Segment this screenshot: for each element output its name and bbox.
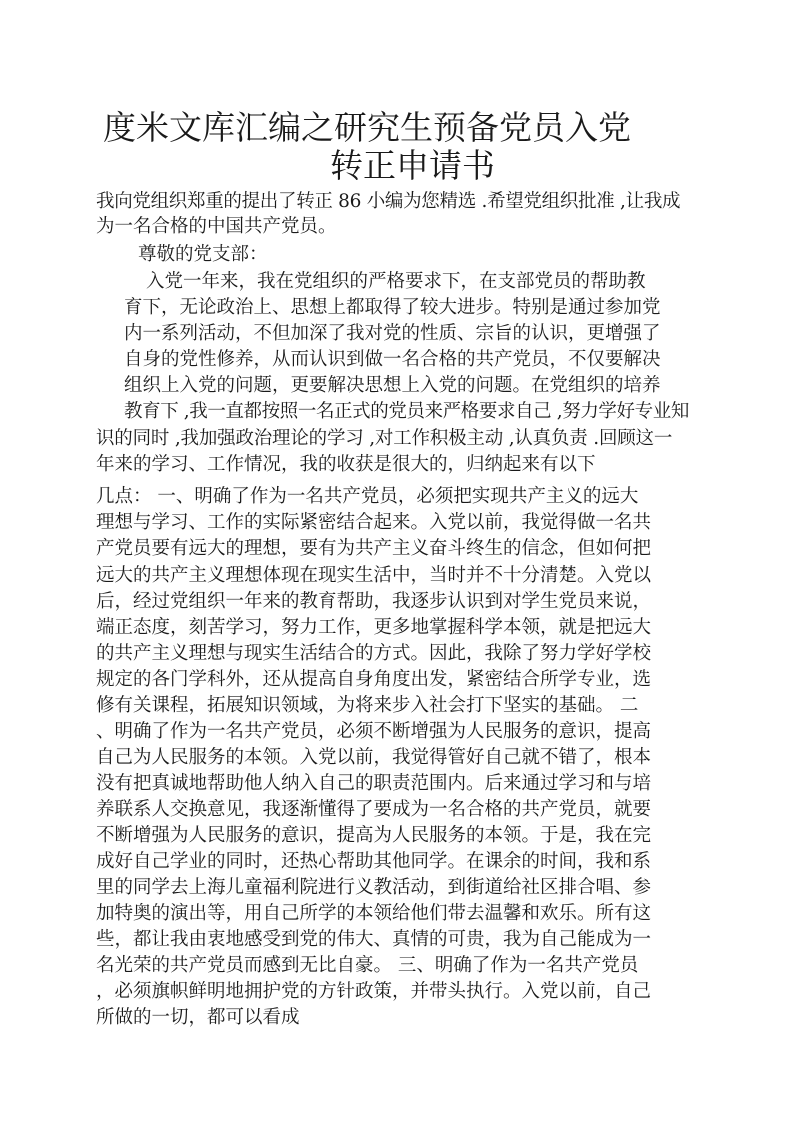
body-line: 名光荣的共产党员而感到无比自豪。 三、明确了作为一名共产党员 — [96, 955, 639, 976]
body-line: 后，经过党组织一年来的教育帮助，我逐步认识到对学生党员来说， — [96, 591, 652, 612]
body-line: 里的同学去上海儿童福利院进行义教活动，到街道给社区排合唱、参 — [96, 877, 652, 898]
body-line: 、明确了作为一名共产党员，必须不断增强为人民服务的意识，提高 — [96, 721, 652, 742]
body-line: 内一系列活动，不但加深了我对党的性质、宗旨的认识，更增强了 — [124, 323, 661, 344]
body-line: 养联系人交换意见，我逐渐懂得了要成为一名合格的共产党员，就要 — [96, 799, 652, 820]
body-line: 年来的学习、工作情况，我的收获是很大的，归纳起来有以下 — [96, 454, 596, 475]
salutation: 尊敬的党支部： — [138, 244, 268, 265]
body-line: 我向党组织郑重的提出了转正 86 小编为您精选 .希望党组织批准 ,让我成 — [96, 191, 681, 212]
body-line: 修有关课程，拓展知识领域，为将来步入社会打下坚实的基础。 二 — [96, 695, 639, 716]
body-line: 入党一年来，我在党组织的严格要求下，在支部党员的帮助教 — [146, 271, 646, 292]
body-line: 远大的共产主义理想体现在现实生活中，当时并不十分清楚。入党以 — [96, 565, 652, 586]
body-line: 加特奥的演出等，用自己所学的本领给他们带去温馨和欢乐。所有这 — [96, 903, 652, 924]
body-line: ，必须旗帜鲜明地拥护党的方针政策，并带头执行。入党以前，自己 — [96, 981, 652, 1002]
body-line: 的共产主义理想与现实生活结合的方式。因此，我除了努力学好学校 — [96, 643, 652, 664]
body-line: 组织上入党的问题，更要解决思想上入党的问题。在党组织的培养 — [124, 375, 661, 396]
body-line: 没有把真诚地帮助他人纳入自己的职责范围内。后来通过学习和与培 — [96, 773, 652, 794]
body-line: 些，都让我由衷地感受到党的伟大、真情的可贵，我为自己能成为一 — [96, 929, 652, 950]
body-line: 理想与学习、工作的实际紧密结合起来。入党以前，我觉得做一名共 — [96, 512, 652, 533]
body-line: 识的同时 ,我加强政治理论的学习 ,对工作积极主动 ,认真负责 .回顾这一 — [96, 428, 673, 449]
body-line: 规定的各门学科外，还从提高自身角度出发，紧密结合所学专业，选 — [96, 669, 652, 690]
body-line: 育下，无论政治上、思想上都取得了较大进步。特别是通过参加党 — [124, 297, 661, 318]
body-line: 不断增强为人民服务的意识，提高为人民服务的本领。于是，我在完 — [96, 825, 652, 846]
body-line: 成好自己学业的同时，还热心帮助其他同学。在课余的时间，我和系 — [96, 851, 652, 872]
body-line: 自己为人民服务的本领。入党以前，我觉得管好自己就不错了，根本 — [96, 747, 652, 768]
body-line: 为一名合格的中国共产党员。 — [96, 216, 337, 237]
body-line: 自身的党性修养，从而认识到做一名合格的共产党员，不仅要解决 — [124, 349, 661, 370]
document-title-line-1: 度米文库汇编之研究生预备党员入党 — [103, 108, 631, 147]
body-line: 所做的一切，都可以看成 — [96, 1007, 300, 1028]
body-line: 教育下 ,我一直都按照一名正式的党员来严格要求自己 ,努力学好专业知 — [124, 401, 689, 422]
body-line: 产党员要有远大的理想，要有为共产主义奋斗终生的信念，但如何把 — [96, 538, 652, 559]
body-line: 端正态度，刻苦学习，努力工作，更多地掌握科学本领，就是把远大 — [96, 617, 652, 638]
document-title-line-2: 转正申请书 — [330, 146, 495, 185]
body-line: 几点： 一、明确了作为一名共产党员，必须把实现共产主义的远大 — [96, 486, 639, 507]
